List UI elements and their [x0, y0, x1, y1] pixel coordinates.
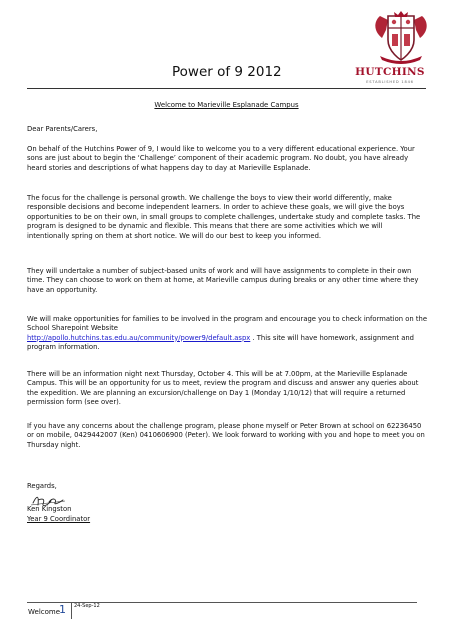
signer-role: Year 9 Coordinator [27, 515, 91, 523]
paragraph-intro [27, 145, 427, 173]
document-title: Power of 9 2012 [172, 64, 282, 80]
paragraph-text: There will be an information night next Thursday, October 4. This will be at 7.00pm, at the Marieville Esplanade Campus. This will be an opportunity for us to meet, review the program and discuss and answer any queries about the expedition. We are planning an excursion/challenge on Day 1 (Monday 1/10/12) that will require a returned permission form (see over). [27, 370, 419, 407]
website-text-after: . This site will have homework, assignment and program information. [27, 333, 414, 352]
footer-date: 24-Sep-12 [74, 603, 100, 609]
signer-name: Ken Kingston [27, 505, 72, 513]
website-text: We will make opportunities for families to be involved in the program and encourage you to check information on the School Sharepoint Website [27, 315, 428, 333]
paragraph-info-night [27, 370, 427, 408]
footer-separator [71, 603, 72, 619]
paragraph-focus [27, 194, 427, 241]
paragraph-text: On behalf of the Hutchins Power of 9, I would like to welcome you to a very different educational experience. Your sons are just about to begin the ‘Challenge’ component of their academic program. No doubt, you have already heard stories and descriptions of what happens day to day at Marieville Esplanade. [27, 145, 415, 172]
school-crest-icon [368, 10, 434, 66]
salutation: Dear Parents/Carers, [27, 125, 98, 133]
footer-section-label: Welcome [28, 608, 61, 616]
sharepoint-link[interactable]: http://apollo.hutchins.tas.edu.au/community/power9/default.aspx [27, 333, 251, 342]
closing: Regards, [27, 482, 57, 490]
header-divider [27, 88, 426, 89]
brand-established: ESTABLISHED 1846 [366, 80, 414, 84]
brand-name: HUTCHINS [355, 66, 425, 78]
footer-page-number: 1 [59, 603, 66, 616]
paragraph-text: If you have any concerns about the challenge program, please phone myself or Peter Brown at school on 62236450 or on mobile, 0429442007 (Ken) 0410606900 (Peter). We look forward to working with you and hope to meet you on Thursday night. [27, 422, 425, 449]
paragraph-website [27, 315, 427, 353]
paragraph-units [27, 267, 427, 295]
paragraph-text: The focus for the challenge is personal growth. We challenge the boys to view their world differently, make responsible decisions and become independent learners. In order to achieve these goals, we will give the boys opportunities to be on their own, in small groups to complete challenges, undertake study and complete tasks. The program is designed to be dynamic and flexible. This means that there are some activities which we will intentionally spring on them at short notice. We will do our best to keep you informed. [27, 194, 421, 240]
letter-subheading: Welcome to Marieville Esplanade Campus [154, 101, 299, 109]
paragraph-contact [27, 422, 427, 450]
paragraph-text: They will undertake a number of subject-based units of work and will have assignments to complete in their own time. They can choose to work on them at home, at Marieville campus during breaks or any other time where they have an opportunity. [27, 267, 419, 294]
